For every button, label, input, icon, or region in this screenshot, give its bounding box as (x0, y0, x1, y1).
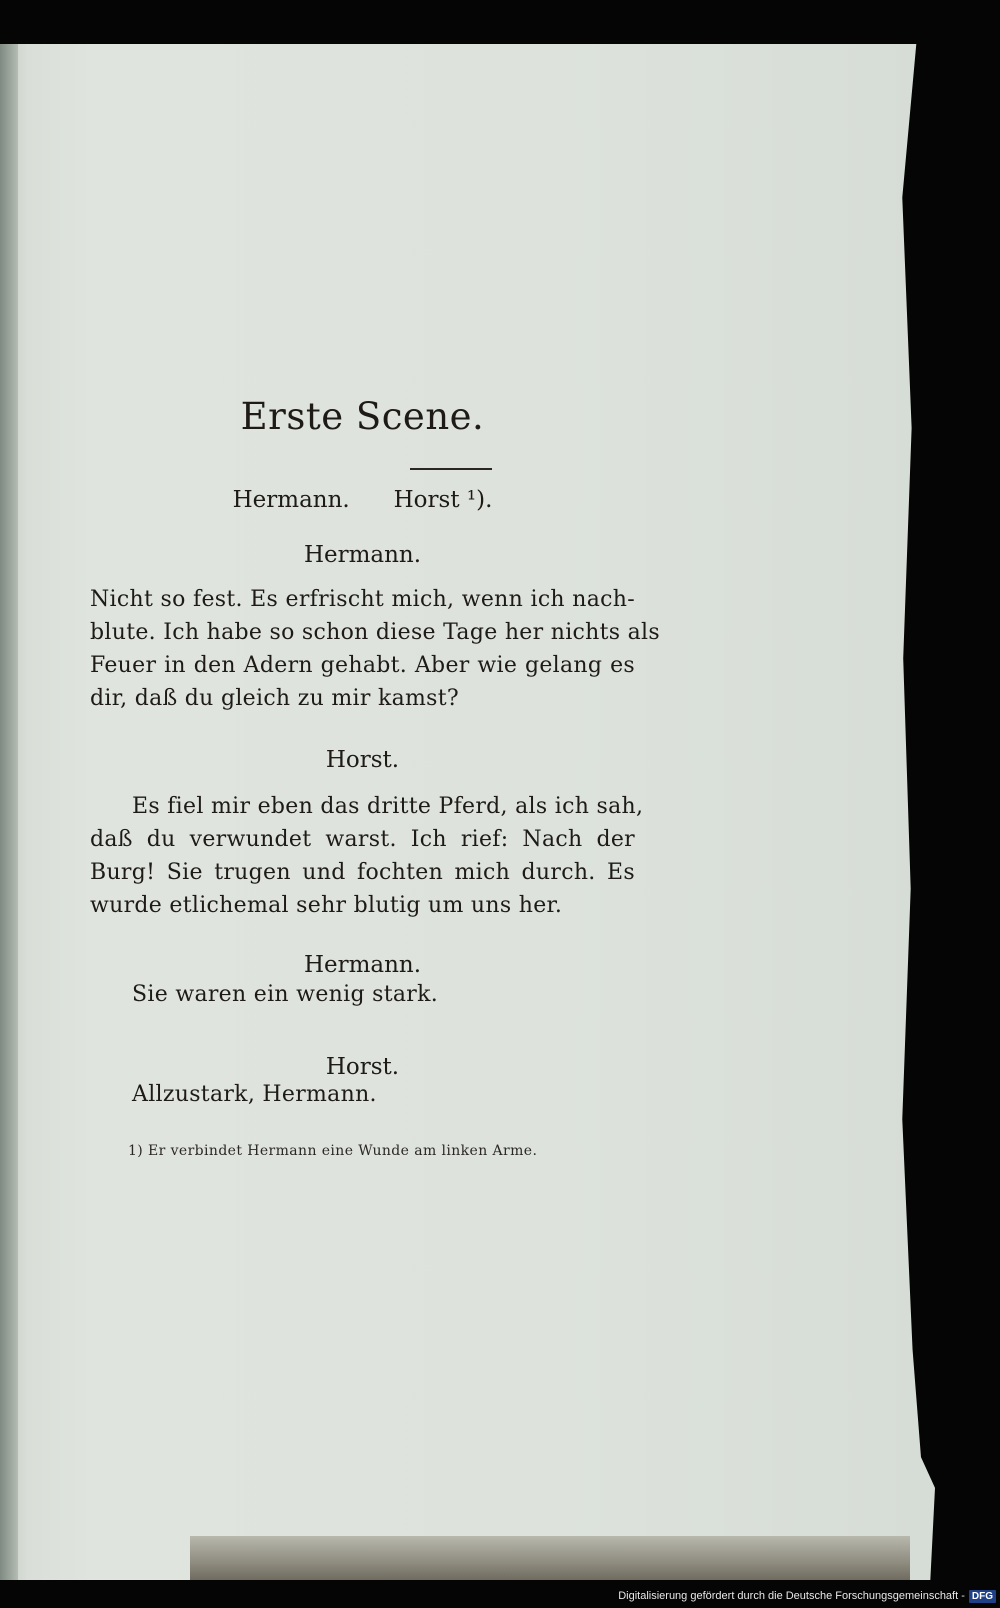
speech-paragraph (90, 790, 644, 922)
dfg-logo: DFG (969, 1590, 996, 1603)
speaker-name: Horst. (325, 1054, 400, 1080)
text-line: dir, daß du gleich zu mir kamst? (90, 686, 459, 711)
text-line: daß du verwundet warst. Ich rief: Nach der (90, 827, 635, 852)
text-line: Burg! Sie trugen und fochten mich durch. Es (90, 860, 635, 885)
digitization-credit (618, 1584, 1000, 1608)
text-line: Sie waren ein wenig stark. (132, 982, 439, 1007)
text-line: Nicht so fest. Es erfrischt mich, wenn ich nach- (90, 587, 635, 612)
text-line: blute. Ich habe so schon diese Tage her nichts als (90, 620, 660, 645)
credit-text: Digitalisierung gefördert durch die Deutsche Forschungsgemeinschaft - (618, 1590, 965, 1602)
speaker-name: Hermann. (303, 542, 422, 568)
title-rule (410, 468, 492, 470)
text-line: Feuer in den Adern gehabt. Aber wie gelang es (90, 653, 635, 678)
speech-paragraph (90, 583, 660, 715)
speaker-name: Horst. (325, 747, 400, 773)
text-line: wurde etlichemal sehr blutig um uns her. (90, 893, 563, 918)
dramatis-personae: Hermann. Horst ¹). (232, 487, 493, 513)
page-below-edge (190, 1536, 910, 1580)
speaker-name: Hermann. (303, 952, 422, 978)
page-binding-edge (0, 44, 18, 1580)
speech-paragraph (132, 1078, 635, 1111)
text-line: Es fiel mir eben das dritte Pferd, als ich sah, (132, 794, 644, 819)
text-line: Allzustark, Hermann. (132, 1082, 377, 1107)
footnote: 1) Er verbindet Hermann eine Wunde am linken Arme. (128, 1143, 538, 1159)
scene-title: Erste Scene. (240, 395, 485, 438)
speech-paragraph (132, 978, 635, 1011)
